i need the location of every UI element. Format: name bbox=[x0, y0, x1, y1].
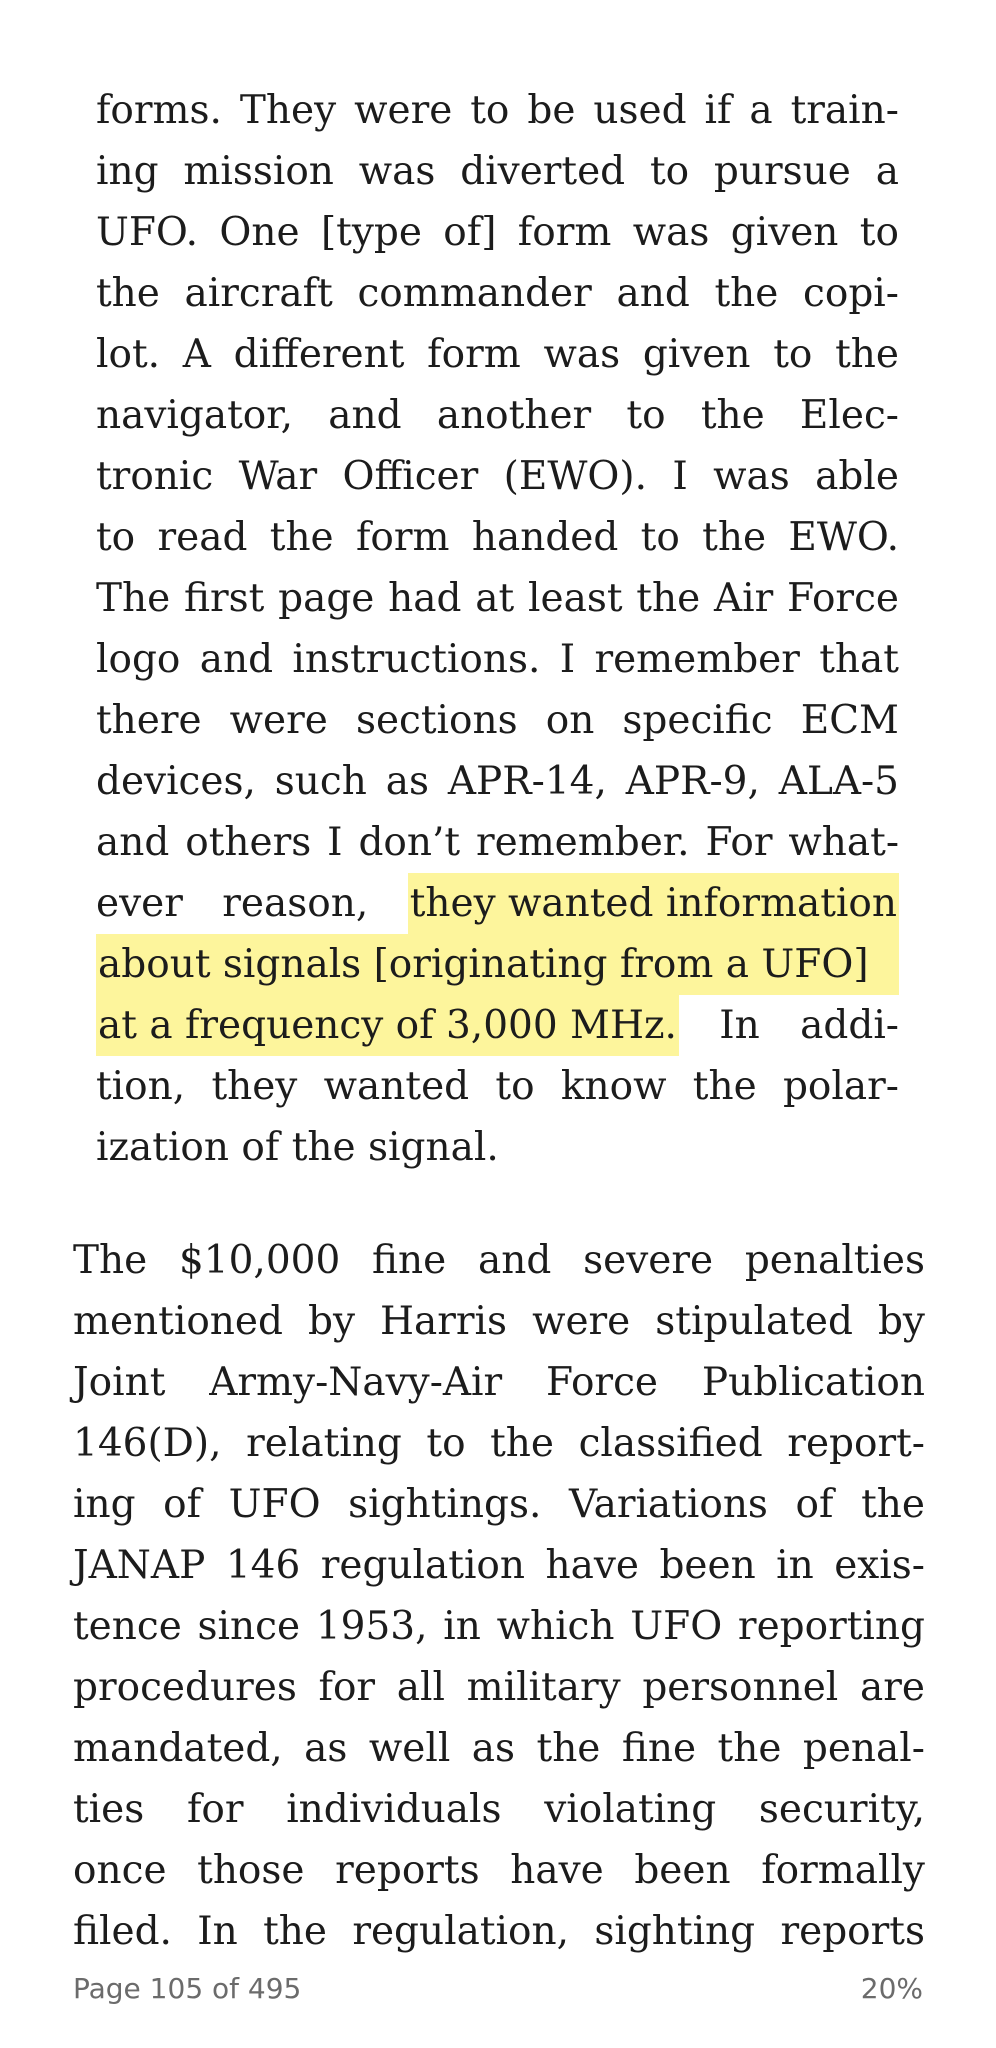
quote-line bbox=[96, 995, 899, 1056]
word: the bbox=[263, 1909, 327, 1954]
word: since bbox=[197, 1604, 301, 1649]
word: 146 bbox=[225, 1543, 301, 1588]
word: copi- bbox=[803, 271, 899, 316]
word: all bbox=[396, 1665, 445, 1710]
word: commander bbox=[357, 271, 592, 316]
quote-line bbox=[96, 1056, 899, 1117]
word: the bbox=[692, 1064, 757, 1109]
word: penalties bbox=[744, 1238, 925, 1283]
word: relating bbox=[246, 1421, 402, 1466]
word: be bbox=[527, 88, 576, 133]
word: in bbox=[443, 1604, 481, 1649]
quote-line bbox=[96, 507, 899, 568]
word: of] bbox=[443, 210, 497, 255]
word: by bbox=[877, 1299, 925, 1344]
paragraph-line bbox=[73, 1779, 925, 1840]
word: as bbox=[385, 759, 429, 804]
word: first bbox=[184, 576, 265, 621]
word: others bbox=[185, 820, 312, 865]
word: that bbox=[819, 637, 899, 682]
quote-line bbox=[96, 446, 899, 507]
word: reports bbox=[335, 1848, 480, 1893]
paragraph-line bbox=[73, 1230, 925, 1291]
quote-line bbox=[96, 690, 899, 751]
word: another bbox=[436, 393, 592, 438]
word: I bbox=[559, 637, 576, 682]
word: (EWO). bbox=[503, 454, 647, 499]
word: They bbox=[239, 88, 337, 133]
word: addi- bbox=[800, 1003, 899, 1048]
page-indicator[interactable]: Page 105 of 495 bbox=[73, 1971, 302, 2005]
word: tronic bbox=[96, 454, 214, 499]
word: tence bbox=[73, 1604, 182, 1649]
word: One bbox=[219, 210, 300, 255]
word: to bbox=[495, 1064, 535, 1109]
word: given bbox=[642, 332, 751, 377]
body-paragraph bbox=[73, 1230, 925, 1962]
word: able bbox=[815, 454, 899, 499]
word: I bbox=[672, 454, 688, 499]
word: Force bbox=[787, 576, 899, 621]
word: ECM bbox=[800, 698, 899, 743]
word: the bbox=[490, 1421, 554, 1466]
word: ing bbox=[73, 1482, 136, 1527]
quote-line bbox=[96, 324, 899, 385]
word: to bbox=[96, 515, 136, 560]
word: are bbox=[859, 1665, 925, 1710]
word: $10,000 bbox=[178, 1238, 341, 1283]
word: to bbox=[426, 1421, 466, 1466]
word: was bbox=[632, 210, 710, 255]
word: such bbox=[274, 759, 367, 804]
word: a bbox=[875, 149, 899, 194]
word: once bbox=[73, 1848, 167, 1893]
word: ties bbox=[73, 1787, 145, 1832]
word: violating bbox=[544, 1787, 717, 1832]
word: penal- bbox=[802, 1726, 925, 1771]
paragraph-line bbox=[73, 1413, 925, 1474]
paragraph-line bbox=[73, 1718, 925, 1779]
word: the bbox=[702, 515, 767, 560]
word: of bbox=[795, 1482, 834, 1527]
word: used bbox=[593, 88, 687, 133]
word: [type bbox=[320, 210, 422, 255]
word: stipulated bbox=[655, 1299, 853, 1344]
word: which bbox=[496, 1604, 615, 1649]
word: UFO bbox=[228, 1482, 321, 1527]
word: had bbox=[388, 576, 462, 621]
word: know bbox=[560, 1064, 667, 1109]
word: aircraft bbox=[184, 271, 333, 316]
word: and bbox=[199, 637, 274, 682]
word: forms. bbox=[96, 88, 222, 133]
quote-line bbox=[96, 873, 899, 934]
word: what- bbox=[788, 820, 899, 865]
word: least bbox=[528, 576, 623, 621]
word: Harris bbox=[380, 1299, 508, 1344]
word: read bbox=[157, 515, 248, 560]
word: the bbox=[269, 515, 334, 560]
word: there bbox=[96, 698, 202, 743]
word: UFO bbox=[630, 1604, 723, 1649]
word: well bbox=[368, 1726, 451, 1771]
word: reporting bbox=[737, 1604, 925, 1649]
word: was bbox=[713, 454, 790, 499]
word: For bbox=[705, 820, 773, 865]
word: 1953, bbox=[315, 1604, 428, 1649]
word: were bbox=[532, 1299, 631, 1344]
word: the bbox=[636, 576, 701, 621]
quote-line bbox=[96, 385, 899, 446]
word: signal. bbox=[368, 1125, 499, 1170]
word: classified bbox=[578, 1421, 763, 1466]
word: different bbox=[233, 332, 405, 377]
word: to bbox=[859, 210, 899, 255]
word: the bbox=[835, 332, 899, 377]
word: security, bbox=[758, 1787, 925, 1832]
word: ALA-5 bbox=[778, 759, 899, 804]
word: personnel bbox=[642, 1665, 839, 1710]
highlighted-text[interactable]: at a frequency of 3,000 MHz. bbox=[96, 995, 679, 1056]
word: train- bbox=[790, 88, 899, 133]
word: procedures bbox=[73, 1665, 297, 1710]
word: a bbox=[749, 88, 773, 133]
word: given bbox=[730, 210, 839, 255]
reader-footer bbox=[73, 1968, 923, 2008]
quote-line bbox=[96, 141, 899, 202]
word: War bbox=[238, 454, 318, 499]
word: ever bbox=[96, 881, 183, 926]
word: sightings. bbox=[348, 1482, 542, 1527]
word: and bbox=[616, 271, 690, 316]
word: The bbox=[96, 576, 171, 621]
word: EWO. bbox=[788, 515, 899, 560]
highlighted-text[interactable]: about signals [originating from a UFO] bbox=[96, 934, 899, 995]
word: page bbox=[278, 576, 375, 621]
paragraph-line bbox=[73, 1596, 925, 1657]
word: report- bbox=[787, 1421, 925, 1466]
word: were bbox=[229, 698, 328, 743]
paragraph-line bbox=[73, 1535, 925, 1596]
word: polar- bbox=[782, 1064, 899, 1109]
word: was bbox=[358, 149, 436, 194]
paragraph-line bbox=[73, 1291, 925, 1352]
word: in bbox=[776, 1543, 814, 1588]
word: regulation, bbox=[352, 1909, 569, 1954]
word: pursue bbox=[713, 149, 851, 194]
word: mission bbox=[183, 149, 334, 194]
word: Force bbox=[546, 1360, 658, 1405]
quote-line bbox=[96, 934, 899, 995]
word: remember bbox=[594, 637, 800, 682]
word: 146(D), bbox=[73, 1421, 222, 1466]
paragraph-line bbox=[73, 1474, 925, 1535]
word: form bbox=[517, 210, 612, 255]
paragraph-line bbox=[73, 1901, 925, 1962]
word: specific bbox=[622, 698, 773, 743]
word: Variations bbox=[568, 1482, 768, 1527]
word: logo bbox=[96, 637, 181, 682]
word: been bbox=[659, 1543, 756, 1588]
word: navigator, bbox=[96, 393, 293, 438]
word: In bbox=[719, 1003, 760, 1048]
quote-line bbox=[96, 629, 899, 690]
word: APR-14, bbox=[447, 759, 607, 804]
word: don’t bbox=[358, 820, 461, 865]
word: In bbox=[197, 1909, 238, 1954]
quote-line bbox=[96, 80, 899, 141]
word: as bbox=[304, 1726, 348, 1771]
word: regulation bbox=[320, 1543, 526, 1588]
word: devices, bbox=[96, 759, 256, 804]
word: instructions. bbox=[292, 637, 541, 682]
quote-line bbox=[96, 1117, 899, 1178]
quote-line bbox=[96, 202, 899, 263]
word: filed. bbox=[73, 1909, 172, 1954]
word: was bbox=[543, 332, 621, 377]
word: to bbox=[640, 515, 680, 560]
word: tion, bbox=[96, 1064, 186, 1109]
word: the bbox=[717, 1726, 782, 1771]
quote-line bbox=[96, 812, 899, 873]
word: those bbox=[197, 1848, 305, 1893]
highlighted-text[interactable]: they wanted information bbox=[408, 873, 899, 934]
word: remember. bbox=[475, 820, 690, 865]
word: mentioned bbox=[73, 1299, 283, 1344]
paragraph-line bbox=[73, 1352, 925, 1413]
word: have bbox=[545, 1543, 639, 1588]
word: Army-Navy-Air bbox=[209, 1360, 503, 1405]
word: handed bbox=[471, 515, 619, 560]
word: the bbox=[861, 1482, 925, 1527]
word: sighting bbox=[594, 1909, 756, 1954]
word: Joint bbox=[73, 1360, 166, 1405]
reading-progress[interactable]: 20% bbox=[860, 1971, 923, 2005]
word: the bbox=[291, 1125, 356, 1170]
word: to bbox=[649, 149, 690, 194]
word: form bbox=[427, 332, 521, 377]
word: they bbox=[211, 1064, 298, 1109]
word: the bbox=[700, 393, 765, 438]
word: Elec- bbox=[799, 393, 899, 438]
word: Publication bbox=[701, 1360, 925, 1405]
quote-line bbox=[96, 263, 899, 324]
word: A bbox=[182, 332, 211, 377]
word: of bbox=[163, 1482, 202, 1527]
word: for bbox=[186, 1787, 244, 1832]
word: reason, bbox=[222, 881, 369, 926]
word: military bbox=[466, 1665, 621, 1710]
word: as bbox=[471, 1726, 516, 1771]
word: and bbox=[328, 393, 402, 438]
word: JANAP bbox=[73, 1543, 206, 1588]
word: individuals bbox=[286, 1787, 502, 1832]
word: and bbox=[478, 1238, 552, 1283]
word: ing bbox=[96, 149, 159, 194]
word: Officer bbox=[342, 454, 479, 499]
word: at bbox=[475, 576, 515, 621]
word: UFO. bbox=[96, 210, 199, 255]
word: wanted bbox=[323, 1064, 470, 1109]
word: to bbox=[470, 88, 510, 133]
word: to bbox=[773, 332, 813, 377]
word: the bbox=[714, 271, 779, 316]
word: I bbox=[327, 820, 343, 865]
word: fine bbox=[372, 1238, 447, 1283]
word: ization bbox=[96, 1125, 230, 1170]
word: reports bbox=[780, 1909, 925, 1954]
word: for bbox=[318, 1665, 376, 1710]
quote-line bbox=[96, 751, 899, 812]
word: form bbox=[355, 515, 450, 560]
word: mandated, bbox=[73, 1726, 283, 1771]
word: formally bbox=[761, 1848, 925, 1893]
word: were bbox=[354, 88, 453, 133]
word: diverted bbox=[460, 149, 626, 194]
paragraph-line bbox=[73, 1840, 925, 1901]
word: The bbox=[73, 1238, 148, 1283]
quote-line bbox=[96, 568, 899, 629]
word: been bbox=[634, 1848, 731, 1893]
word: exis- bbox=[834, 1543, 925, 1588]
word: to bbox=[626, 393, 666, 438]
word: by bbox=[307, 1299, 355, 1344]
word: Air bbox=[713, 576, 774, 621]
word: have bbox=[510, 1848, 604, 1893]
word: fine bbox=[621, 1726, 697, 1771]
word: APR-9, bbox=[625, 759, 760, 804]
word: the bbox=[96, 271, 160, 316]
word: of bbox=[241, 1125, 280, 1170]
word: lot. bbox=[96, 332, 161, 377]
word: if bbox=[704, 88, 732, 133]
word: and bbox=[96, 820, 170, 865]
word: the bbox=[536, 1726, 601, 1771]
paragraph-line bbox=[73, 1657, 925, 1718]
word: on bbox=[545, 698, 595, 743]
block-quote bbox=[96, 80, 899, 1178]
word: sections bbox=[355, 698, 518, 743]
word: severe bbox=[583, 1238, 714, 1283]
